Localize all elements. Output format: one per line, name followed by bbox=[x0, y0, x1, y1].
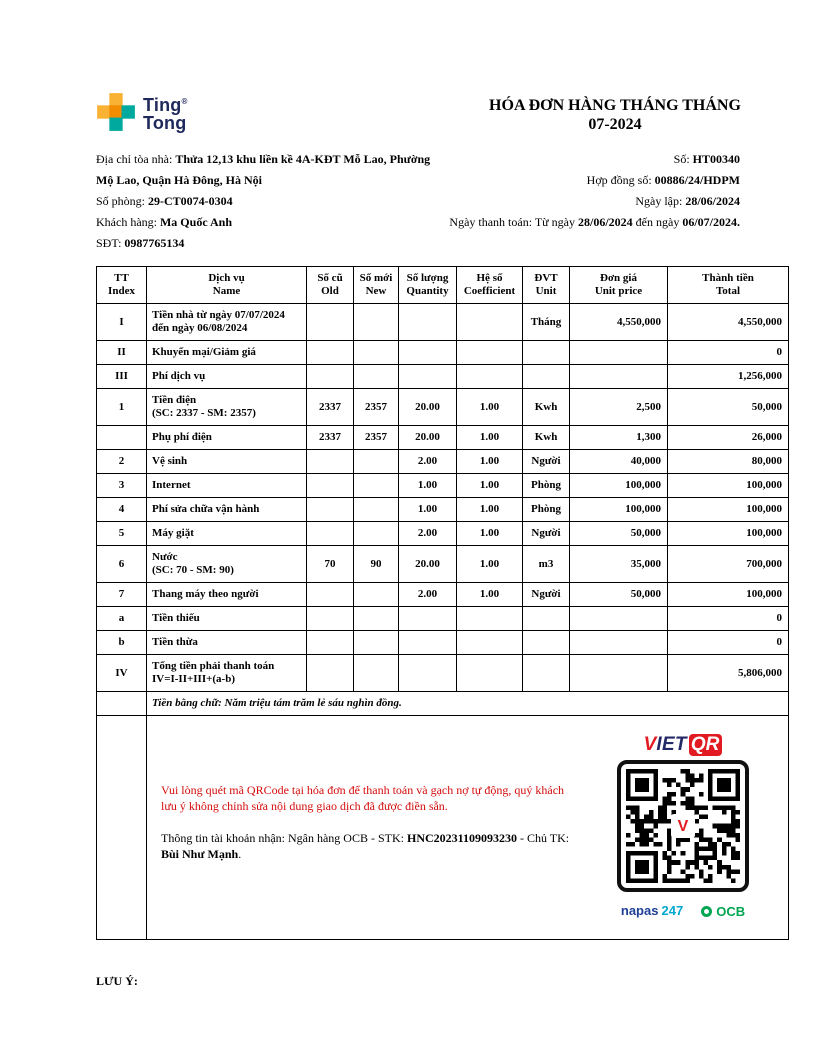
cell-unit-price: 2,500 bbox=[570, 389, 668, 426]
receiving-account-info: Thông tin tài khoản nhận: Ngân hàng OCB - STK: HNC20231109093230 - Chủ TK: Bùi Như Mạnh. bbox=[161, 831, 570, 861]
cell-unit-price bbox=[570, 341, 668, 365]
cell-unit: m3 bbox=[523, 546, 570, 583]
cell-unit: Người bbox=[523, 583, 570, 607]
cell-coefficient: 1.00 bbox=[457, 522, 523, 546]
cell-service-name: Khuyến mại/Giảm giá bbox=[147, 341, 307, 365]
logo-line-ting: Ting® bbox=[143, 94, 188, 115]
cell-quantity: 1.00 bbox=[399, 474, 457, 498]
invoice-line-item bbox=[97, 583, 789, 607]
cell-unit-price bbox=[570, 655, 668, 692]
vietqr-logo: VIET QR bbox=[644, 734, 723, 756]
tingtong-logo bbox=[96, 92, 188, 132]
cell-coefficient: 1.00 bbox=[457, 450, 523, 474]
col-header-new: Số mới New bbox=[354, 267, 399, 304]
issue-date: Ngày lập: 28/06/2024 bbox=[635, 194, 740, 208]
payment-cell bbox=[147, 716, 789, 940]
cell-quantity: 2.00 bbox=[399, 522, 457, 546]
payment-period: Ngày thanh toán: Từ ngày 28/06/2024 đến ngày 06/07/2024. bbox=[449, 215, 740, 229]
cell-index: I bbox=[97, 304, 147, 341]
cell-service-name: Tổng tiền phải thanh toán IV=I-II+III+(a-b) bbox=[147, 655, 307, 692]
tingtong-plus-icon bbox=[96, 92, 136, 132]
invoice-line-item bbox=[97, 522, 789, 546]
cell-new-reading bbox=[354, 341, 399, 365]
invoice-table bbox=[96, 266, 789, 940]
cell-quantity bbox=[399, 631, 457, 655]
cell-unit-price: 50,000 bbox=[570, 522, 668, 546]
cell-old-reading bbox=[307, 655, 354, 692]
cell-quantity bbox=[399, 341, 457, 365]
cell-index: III bbox=[97, 365, 147, 389]
cell-unit: Người bbox=[523, 450, 570, 474]
logo-line-tong: Tong bbox=[143, 112, 187, 133]
cell-unit-price: 100,000 bbox=[570, 474, 668, 498]
cell-old-reading bbox=[307, 341, 354, 365]
invoice-line-item bbox=[97, 655, 789, 692]
invoice-line-item bbox=[97, 631, 789, 655]
building-address-line2: Mộ Lao, Quận Hà Đông, Hà Nội bbox=[96, 173, 263, 187]
cell-old-reading: 2337 bbox=[307, 426, 354, 450]
cell-unit: Kwh bbox=[523, 426, 570, 450]
col-header-quantity: Số lượng Quantity bbox=[399, 267, 457, 304]
cell-coefficient: 1.00 bbox=[457, 546, 523, 583]
cell-index: 5 bbox=[97, 522, 147, 546]
payment-index-cell bbox=[97, 716, 147, 940]
invoice-line-item bbox=[97, 450, 789, 474]
cell-service-name: Tiền điện (SC: 2337 - SM: 2357) bbox=[147, 389, 307, 426]
cell-unit bbox=[523, 655, 570, 692]
table-header-row bbox=[97, 267, 789, 304]
col-header-coefficient: Hệ số Coefficient bbox=[457, 267, 523, 304]
cell-old-reading: 70 bbox=[307, 546, 354, 583]
cell-total: 100,000 bbox=[668, 474, 789, 498]
cell-service-name: Thang máy theo người bbox=[147, 583, 307, 607]
qr-payment-note: Vui lòng quét mã QRCode tại hóa đơn để thanh toán và gạch nợ tự động, quý khách lưu ý không chỉnh sửa nội dung giao dịch đã được điền sẵn. bbox=[161, 783, 565, 813]
payment-qr-row bbox=[97, 716, 789, 940]
cell-coefficient bbox=[457, 655, 523, 692]
col-header-old: Số cũ Old bbox=[307, 267, 354, 304]
amount-words-index-cell bbox=[97, 692, 147, 716]
cell-old-reading: 2337 bbox=[307, 389, 354, 426]
cell-total: 100,000 bbox=[668, 522, 789, 546]
col-header-unit: ĐVT Unit bbox=[523, 267, 570, 304]
qr-code bbox=[617, 760, 749, 892]
cell-unit bbox=[523, 341, 570, 365]
cell-service-name: Internet bbox=[147, 474, 307, 498]
cell-old-reading bbox=[307, 365, 354, 389]
invoice-line-item bbox=[97, 389, 789, 426]
cell-quantity bbox=[399, 607, 457, 631]
col-header-unit-price: Đơn giá Unit price bbox=[570, 267, 668, 304]
document-header bbox=[96, 90, 788, 134]
cell-unit-price: 100,000 bbox=[570, 498, 668, 522]
payment-instructions bbox=[157, 734, 592, 919]
cell-quantity: 2.00 bbox=[399, 583, 457, 607]
cell-new-reading bbox=[354, 304, 399, 341]
cell-unit-price: 1,300 bbox=[570, 426, 668, 450]
cell-old-reading bbox=[307, 450, 354, 474]
cell-unit-price: 50,000 bbox=[570, 583, 668, 607]
cell-total: 5,806,000 bbox=[668, 655, 789, 692]
customer-name: Khách hàng: Ma Quốc Anh bbox=[96, 215, 232, 229]
cell-coefficient bbox=[457, 607, 523, 631]
cell-quantity: 20.00 bbox=[399, 426, 457, 450]
napas-247-logo: napas 247 bbox=[620, 903, 684, 918]
cell-coefficient bbox=[457, 341, 523, 365]
cell-old-reading bbox=[307, 474, 354, 498]
cell-unit-price: 40,000 bbox=[570, 450, 668, 474]
room-number: Số phòng: 29-CT0074-0304 bbox=[96, 194, 233, 208]
cell-new-reading: 2357 bbox=[354, 426, 399, 450]
tingtong-logo-text bbox=[143, 93, 188, 132]
invoice-info bbox=[96, 149, 788, 254]
cell-unit: Phòng bbox=[523, 474, 570, 498]
ocb-logo: OCB bbox=[701, 905, 745, 918]
cell-total: 1,256,000 bbox=[668, 365, 789, 389]
cell-index: 1 bbox=[97, 389, 147, 426]
cell-coefficient: 1.00 bbox=[457, 474, 523, 498]
invoice-line-item bbox=[97, 498, 789, 522]
amount-in-words: Tiền bằng chữ: Năm triệu tám trăm lẻ sáu nghìn đồng. bbox=[147, 692, 789, 716]
cell-service-name: Tiền thừa bbox=[147, 631, 307, 655]
cell-coefficient bbox=[457, 631, 523, 655]
cell-coefficient: 1.00 bbox=[457, 426, 523, 450]
building-address-line1: Địa chỉ tòa nhà: Thửa 12,13 khu liền kề 4A-KĐT Mỗ Lao, Phường bbox=[96, 152, 431, 166]
cell-old-reading bbox=[307, 583, 354, 607]
notice-label: LƯU Ý: bbox=[96, 974, 138, 988]
cell-old-reading bbox=[307, 631, 354, 655]
cell-unit-price: 35,000 bbox=[570, 546, 668, 583]
cell-unit-price bbox=[570, 365, 668, 389]
cell-old-reading bbox=[307, 304, 354, 341]
cell-service-name: Nước (SC: 70 - SM: 90) bbox=[147, 546, 307, 583]
cell-new-reading bbox=[354, 583, 399, 607]
cell-index: a bbox=[97, 607, 147, 631]
invoice-line-item bbox=[97, 304, 789, 341]
cell-unit: Phòng bbox=[523, 498, 570, 522]
cell-service-name: Vệ sinh bbox=[147, 450, 307, 474]
invoice-number: Số: HT00340 bbox=[673, 152, 740, 166]
cell-index: 2 bbox=[97, 450, 147, 474]
ocb-circle-icon bbox=[701, 906, 712, 917]
phone-number: SĐT: 0987765134 bbox=[96, 236, 185, 250]
contract-number: Hợp đồng số: 00886/24/HDPM bbox=[586, 173, 740, 187]
cell-new-reading bbox=[354, 607, 399, 631]
document-title: HÓA ĐƠN HÀNG THÁNG THÁNG 07-2024 bbox=[489, 97, 741, 133]
cell-coefficient: 1.00 bbox=[457, 389, 523, 426]
cell-coefficient bbox=[457, 304, 523, 341]
cell-index: 7 bbox=[97, 583, 147, 607]
info-row-2 bbox=[96, 170, 788, 191]
cell-index: 4 bbox=[97, 498, 147, 522]
cell-unit-price: 4,550,000 bbox=[570, 304, 668, 341]
cell-total: 4,550,000 bbox=[668, 304, 789, 341]
cell-coefficient: 1.00 bbox=[457, 498, 523, 522]
cell-new-reading bbox=[354, 522, 399, 546]
cell-new-reading bbox=[354, 498, 399, 522]
invoice-line-item bbox=[97, 426, 789, 450]
col-header-index: TT Index bbox=[97, 267, 147, 304]
cell-unit: Tháng bbox=[523, 304, 570, 341]
invoice-line-item bbox=[97, 341, 789, 365]
info-row-1 bbox=[96, 149, 788, 170]
cell-unit bbox=[523, 607, 570, 631]
cell-quantity: 20.00 bbox=[399, 546, 457, 583]
cell-service-name: Phụ phí điện bbox=[147, 426, 307, 450]
invoice-line-item bbox=[97, 607, 789, 631]
info-row-4 bbox=[96, 212, 788, 233]
cell-index: IV bbox=[97, 655, 147, 692]
bank-logos bbox=[621, 904, 745, 919]
cell-new-reading bbox=[354, 631, 399, 655]
cell-service-name: Tiền thiếu bbox=[147, 607, 307, 631]
cell-total: 100,000 bbox=[668, 498, 789, 522]
cell-old-reading bbox=[307, 498, 354, 522]
registered-mark: ® bbox=[181, 96, 188, 106]
cell-service-name: Máy giặt bbox=[147, 522, 307, 546]
info-row-5 bbox=[96, 233, 788, 254]
cell-quantity: 2.00 bbox=[399, 450, 457, 474]
cell-old-reading bbox=[307, 607, 354, 631]
cell-new-reading bbox=[354, 655, 399, 692]
cell-unit-price bbox=[570, 607, 668, 631]
cell-total: 700,000 bbox=[668, 546, 789, 583]
cell-quantity bbox=[399, 304, 457, 341]
cell-coefficient: 1.00 bbox=[457, 583, 523, 607]
cell-total: 0 bbox=[668, 341, 789, 365]
cell-unit: Kwh bbox=[523, 389, 570, 426]
cell-unit-price bbox=[570, 631, 668, 655]
cell-index: 6 bbox=[97, 546, 147, 583]
invoice-line-item bbox=[97, 474, 789, 498]
amount-in-words-row bbox=[97, 692, 789, 716]
cell-new-reading bbox=[354, 450, 399, 474]
cell-index: b bbox=[97, 631, 147, 655]
cell-unit bbox=[523, 631, 570, 655]
cell-new-reading bbox=[354, 365, 399, 389]
cell-total: 0 bbox=[668, 607, 789, 631]
cell-old-reading bbox=[307, 522, 354, 546]
cell-new-reading: 2357 bbox=[354, 389, 399, 426]
cell-index: II bbox=[97, 341, 147, 365]
cell-new-reading bbox=[354, 474, 399, 498]
cell-service-name: Phí dịch vụ bbox=[147, 365, 307, 389]
invoice-line-item bbox=[97, 546, 789, 583]
cell-index: 3 bbox=[97, 474, 147, 498]
cell-quantity bbox=[399, 365, 457, 389]
cell-unit: Người bbox=[523, 522, 570, 546]
cell-total: 100,000 bbox=[668, 583, 789, 607]
invoice-line-item bbox=[97, 365, 789, 389]
cell-total: 80,000 bbox=[668, 450, 789, 474]
cell-quantity: 1.00 bbox=[399, 498, 457, 522]
cell-service-name: Tiền nhà từ ngày 07/07/2024 đến ngày 06/08/2024 bbox=[147, 304, 307, 341]
col-header-total: Thành tiền Total bbox=[668, 267, 789, 304]
cell-total: 0 bbox=[668, 631, 789, 655]
invoice-table-body bbox=[97, 304, 789, 692]
cell-new-reading: 90 bbox=[354, 546, 399, 583]
vietqr-center-icon: V bbox=[671, 814, 695, 838]
cell-index bbox=[97, 426, 147, 450]
cell-total: 26,000 bbox=[668, 426, 789, 450]
cell-coefficient bbox=[457, 365, 523, 389]
info-row-3 bbox=[96, 191, 788, 212]
col-header-service: Dịch vụ Name bbox=[147, 267, 307, 304]
cell-total: 50,000 bbox=[668, 389, 789, 426]
cell-quantity bbox=[399, 655, 457, 692]
cell-quantity: 20.00 bbox=[399, 389, 457, 426]
cell-unit bbox=[523, 365, 570, 389]
cell-service-name: Phí sửa chữa vận hành bbox=[147, 498, 307, 522]
qr-block bbox=[592, 734, 774, 919]
